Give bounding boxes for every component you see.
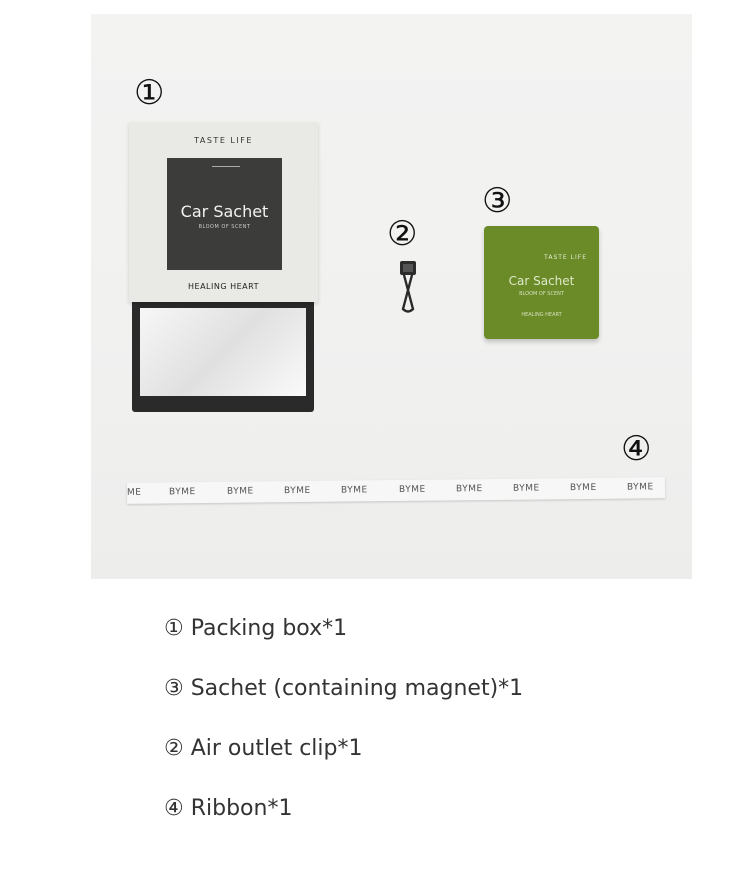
ribbon-label: BYME	[626, 482, 654, 493]
ribbon-label: BYME	[455, 484, 483, 495]
sachet-brand: TASTE LIFE	[544, 254, 587, 261]
list-item-packing-box: ① Packing box*1	[164, 616, 348, 641]
ribbon-label: ME	[126, 487, 142, 498]
marker-1: ①	[134, 73, 165, 113]
list-item-ribbon: ④ Ribbon*1	[164, 796, 293, 821]
ribbon-label: BYME	[283, 485, 311, 497]
sachet	[484, 226, 599, 339]
box-brand: TASTE LIFE	[194, 136, 253, 145]
box-footer: HEALING HEART	[188, 282, 259, 291]
sachet-footer: HEALING HEART	[521, 312, 562, 318]
box-subtitle: BLOOM OF SCENT	[198, 224, 251, 230]
marker-3: ③	[482, 181, 513, 221]
sachet-title: Car Sachet	[508, 274, 575, 288]
box-title: Car Sachet	[180, 202, 269, 221]
box-label-panel	[167, 158, 282, 270]
packing-box	[129, 122, 318, 302]
list-item-clip: ② Air outlet clip*1	[164, 736, 363, 761]
list-item-sachet: ③ Sachet (containing magnet)*1	[164, 676, 524, 701]
box-divider	[212, 166, 240, 167]
ribbon-label: BYME	[569, 482, 597, 494]
ribbon-label: BYME	[340, 485, 368, 496]
ribbon-label: BYME	[168, 487, 196, 498]
product-photo	[91, 14, 692, 579]
ribbon-label: BYME	[398, 484, 426, 495]
air-outlet-clip	[393, 259, 423, 319]
packing-box-tray	[132, 302, 314, 412]
ribbon-label: BYME	[226, 486, 254, 497]
sachet-subtitle: BLOOM OF SCENT	[519, 291, 564, 297]
ribbon-label: BYME	[512, 483, 540, 494]
packing-box-window	[140, 308, 306, 396]
marker-2: ②	[387, 214, 418, 254]
marker-4: ④	[621, 429, 652, 469]
ribbon	[127, 477, 665, 504]
